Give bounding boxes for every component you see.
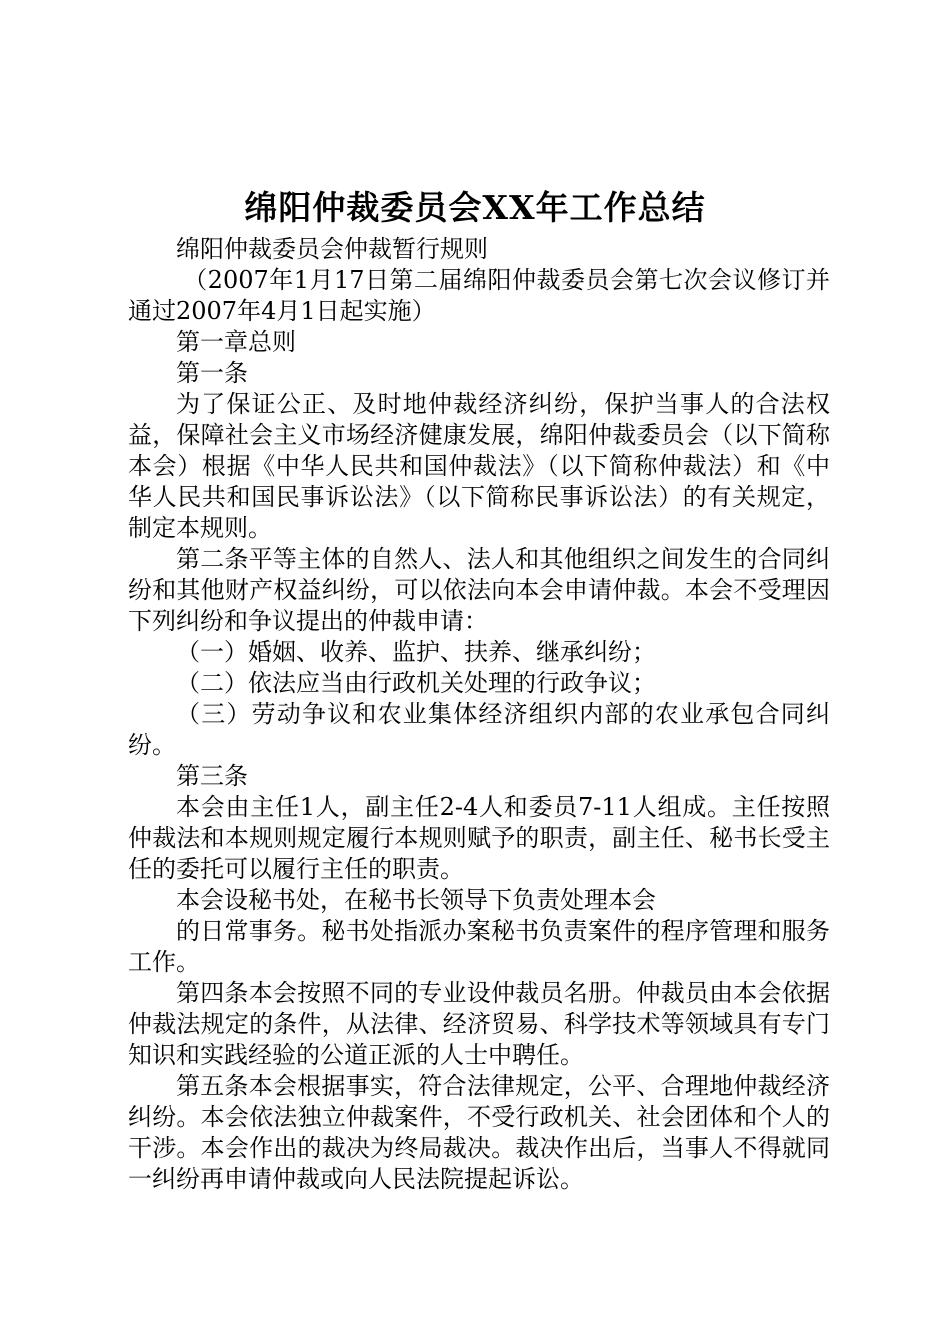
article-paragraph: 的日常事务。秘书处指派办案秘书负责案件的程序管理和服务工作。 xyxy=(128,917,830,976)
article-paragraph: 本会设秘书处，在秘书长领导下负责处理本会 xyxy=(176,886,656,914)
article-paragraph: 第四条本会按照不同的专业设仲裁员名册。仲裁员由本会依据仲裁法规定的条件，从法律、经济贸易、科学技术等领域具有专门知识和实践经验的公道正派的人士中聘任。 xyxy=(128,979,830,1069)
list-item: （二）依法应当由行政机关处理的行政争议； xyxy=(176,669,656,697)
rules-name: 绵阳仲裁委员会仲裁暂行规则 xyxy=(176,235,488,263)
article-paragraph: 第二条平等主体的自然人、法人和其他组织之间发生的合同纠纷和其他财产权益纠纷，可以依法向本会申请仲裁。本会不受理因下列纠纷和争议提出的仲裁申请： xyxy=(128,545,830,635)
article-paragraph: 本会由主任1人，副主任2-4人和委员7-11人组成。主任按照仲裁法和本规则规定履行本规则赋予的职责，副主任、秘书长受主任的委托可以履行主任的职责。 xyxy=(128,793,830,883)
article-paragraph: 为了保证公正、及时地仲裁经济纠纷，保护当事人的合法权益，保障社会主义市场经济健康发展，绵阳仲裁委员会（以下简称本会）根据《中华人民共和国仲裁法》（以下简称仲裁法）和《中华人民共和国民事诉讼法》（以下简称民事诉讼法）的有关规定，制定本规则。 xyxy=(128,390,830,542)
chapter-heading: 第一章总则 xyxy=(176,328,296,356)
document-body xyxy=(128,234,830,1195)
revision-note: （2007年1月17日第二届绵阳仲裁委员会第七次会议修订并通过2007年4月1日起实施） xyxy=(128,266,830,325)
list-item: （三）劳动争议和农业集体经济组织内部的农业承包合同纠纷。 xyxy=(128,700,830,759)
article-heading: 第三条 xyxy=(176,762,248,790)
article-heading: 第一条 xyxy=(176,359,248,387)
article-paragraph: 第五条本会根据事实，符合法律规定，公平、合理地仲裁经济纠纷。本会依法独立仲裁案件，不受行政机关、社会团体和个人的干涉。本会作出的裁决为终局裁决。裁决作出后，当事人不得就同一纠纷再申请仲裁或向人民法院提起诉讼。 xyxy=(128,1072,830,1193)
document-title: 绵阳仲裁委员会XX年工作总结 xyxy=(244,188,706,227)
list-item: （一）婚姻、收养、监护、扶养、继承纠纷； xyxy=(176,638,656,666)
